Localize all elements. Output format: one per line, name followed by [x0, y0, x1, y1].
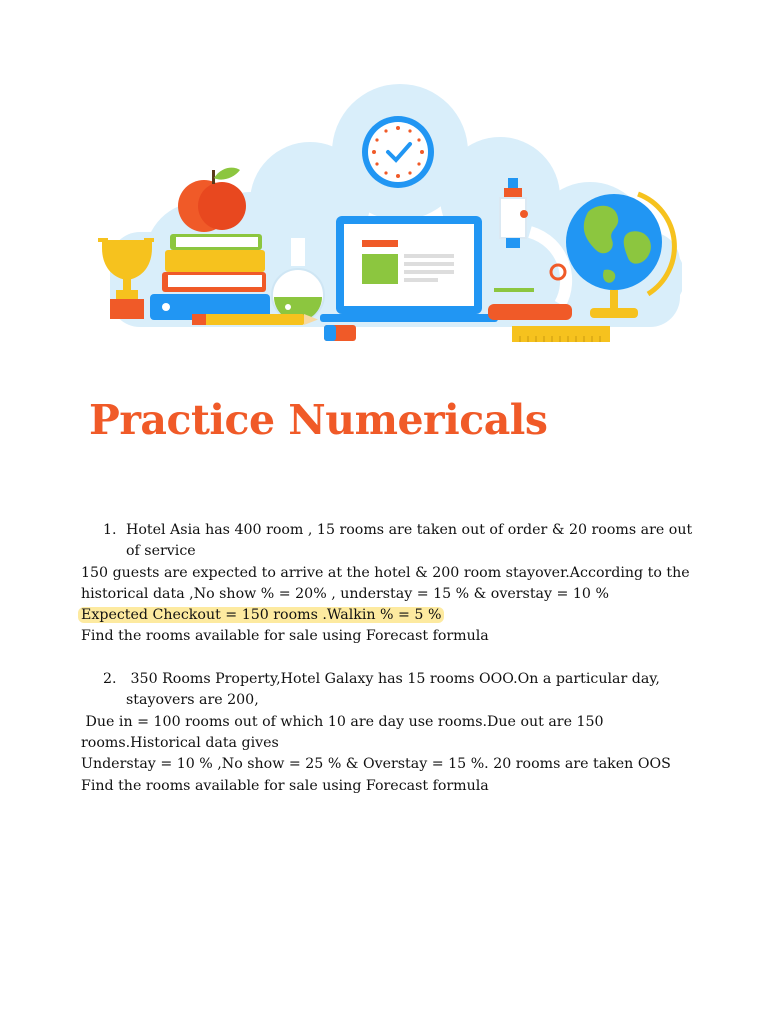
- laptop-icon: [320, 216, 498, 322]
- education-illustration: [90, 82, 682, 350]
- problem-text: Due in = 100 rooms out of which 10 are day use rooms.Due out are 150: [81, 713, 604, 730]
- problem-text: Hotel Asia has 400 room , 15 rooms are taken out of order & 20 rooms are out: [126, 522, 693, 538]
- problem-text: 150 guests are expected to arrive at the hotel & 200 room stayover.According to the: [81, 564, 690, 581]
- problem-text: 350 Rooms Property,Hotel Galaxy has 15 rooms OOO.On a particular day,: [126, 671, 660, 688]
- problem-text: of service: [126, 543, 196, 560]
- pencil-icon: [192, 314, 318, 325]
- problem-text: rooms.Historical data gives: [81, 734, 279, 751]
- list-number: 2.: [103, 671, 117, 688]
- problem-text: Understay = 10 % ,No show = 25 % & Overstay = 15 %. 20 rooms are taken OOS: [81, 756, 671, 773]
- list-item: [81, 669, 681, 690]
- page-title: Practice Numericals: [89, 396, 548, 444]
- problem-1: [81, 520, 693, 648]
- apple-icon: [178, 168, 246, 232]
- problem-2: [81, 669, 681, 797]
- highlighted-text: Expected Checkout = 150 rooms .Walkin % = 5 %: [78, 607, 444, 623]
- problems-list: [81, 520, 693, 797]
- problem-question: Find the rooms available for sale using Forecast formula: [81, 777, 489, 794]
- eraser-icon: [324, 325, 356, 341]
- list-number: 1.: [103, 522, 117, 538]
- list-item: [81, 520, 693, 541]
- ruler-icon: [512, 326, 610, 342]
- problem-text: stayovers are 200,: [126, 692, 259, 709]
- problem-question: Find the rooms available for sale using Forecast formula: [81, 628, 489, 645]
- problem-text: historical data ,No show % = 20% , understay = 15 % & overstay = 10 %: [81, 585, 609, 602]
- clock-icon: [362, 116, 434, 188]
